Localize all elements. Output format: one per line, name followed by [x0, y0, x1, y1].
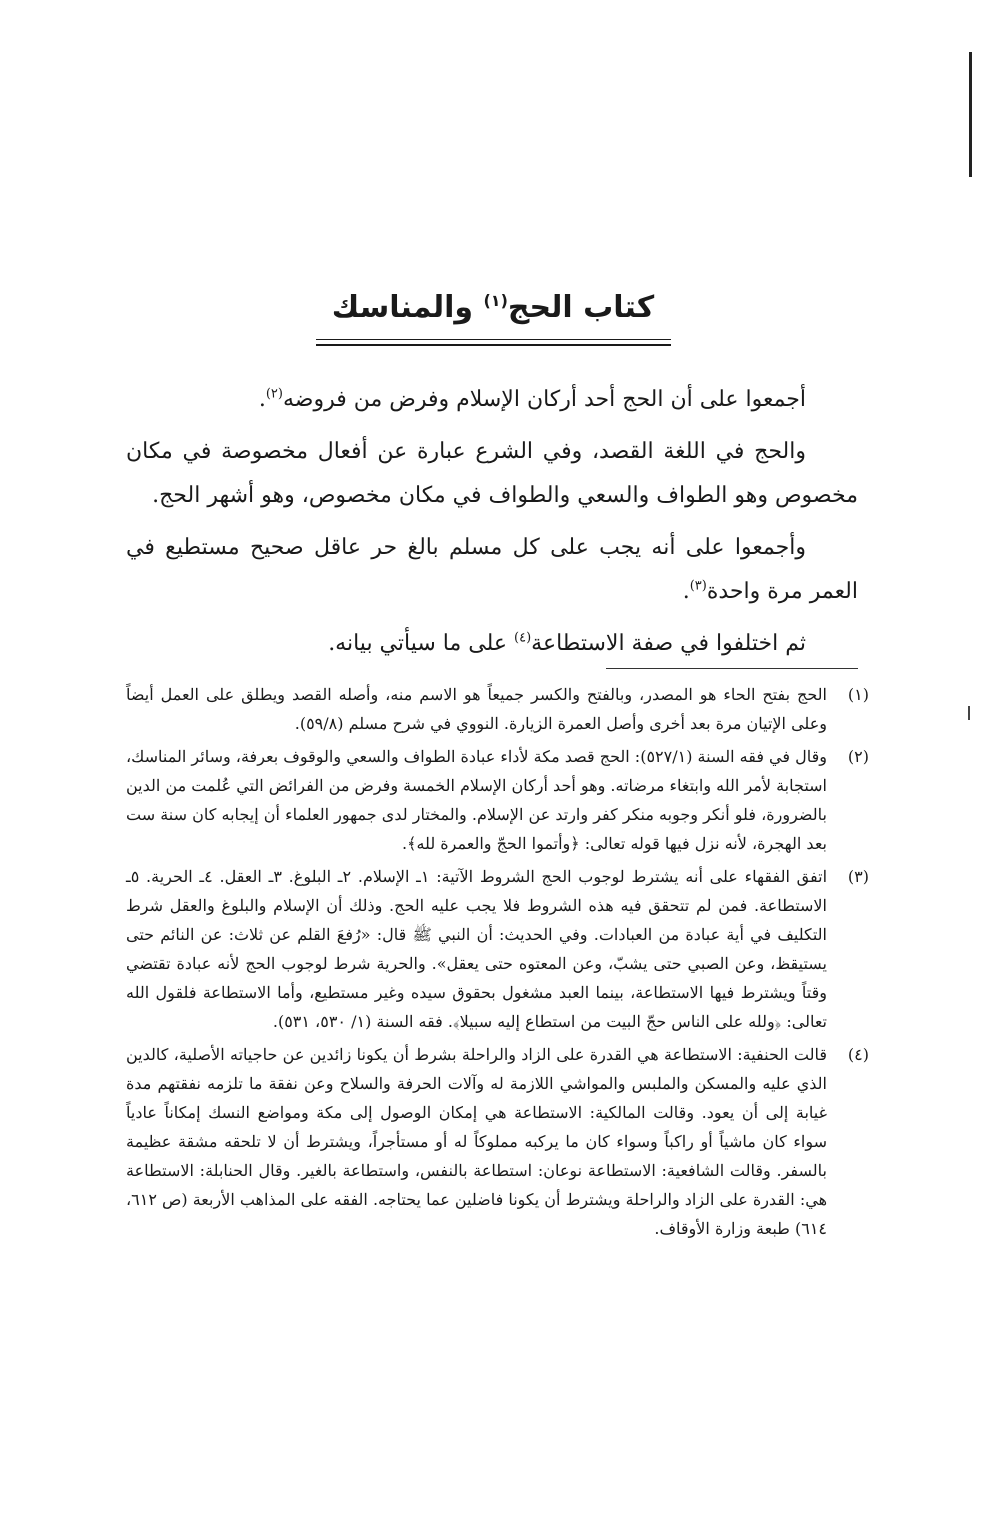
footnote-number: (١)	[847, 685, 869, 704]
footnote-text: الحج بفتح الحاء هو المصدر، وبالفتح والكسر جميعاً هو الاسم منه، وأصله القصد ويطلق على العمل أيضاً وعلى الإتيان مرة بعد أخرى وأصل العمرة الزيارة. النووي في شرح مسلم (٥٩/٨).	[126, 685, 827, 733]
title-rule-lower	[316, 345, 671, 346]
footnote-2	[126, 742, 869, 858]
body-paragraph-1: أجمعوا على أن الحج أحد أركان الإسلام وفرض من فروضه$^{(٢)}$.	[258, 386, 806, 412]
body-paragraph-4: ثم اختلفوا في صفة الاستطاعة$^{(٤)}$ على ما سيأتي بيانه.	[328, 630, 806, 656]
footnote-4	[126, 1040, 869, 1243]
footnote-text: وقال في فقه السنة (٥٢٧/١): الحج قصد مكة لأداء عبادة الطواف والسعي والوقوف بعرفة، وسائر المناسك، استجابة لأمر الله وابتغاء مرضاته. وهو أحد أركان الإسلام الخمسة وفرض من الفرائض التي عُلمت من الدين بالضرورة، فلو أنكر وجوبه منكر كفر وارتد عن الإسلام. والمختار لدى جمهور العلماء أن إيجابه كان سنة ست بعد الهجرة، لأنه نزل فيها قوله تعالى: ﴿وأتموا الحجّ والعمرة لله﴾.	[126, 747, 828, 853]
main-text	[126, 378, 858, 674]
footnote-text: اتفق الفقهاء على أنه يشترط لوجوب الحج الشروط الآتية: ١ـ الإسلام. ٢ـ البلوغ. ٣ـ العقل. ٤ـ الحرية. ٥ـ الاستطاعة. فمن لم تتحقق فيه هذه الشروط فلا يجب عليه الحج. وذلك أن الإسلام والبلوغ والعقل شرط التكليف في أية عبادة من العبادات. وفي الحديث: أن النبي ﷺ قال: «رُفعَ القلم عن ثلاث: عن النائم حتى يستيقظ، وعن الصبي حتى يشبّ، وعن المعتوه حتى يعقل». والحرية شرط لوجوب الحج لأنه عبادة تقتضي وقتاً ويشترط فيها الاستطاعة، بينما العبد مشغول بحقوق سيده وغير مستطيع، وأما الاستطاعة فلقول الله تعالى: ﴿ولله على الناس حجّ البيت من استطاع إليه سبيلا﴾. فقه السنة (١/ ٥٣٠، ٥٣١).	[126, 867, 828, 1031]
footnote-number: (٢)	[847, 747, 869, 766]
footnote-number: (٤)	[847, 1045, 869, 1064]
footnote-text: قالت الحنفية: الاستطاعة هي القدرة على الزاد والراحلة بشرط أن يكونا زائدين عن حاجياته الأصلية، كالدين الذي عليه والمسكن والملبس والمواشي اللازمة له وآلات الحرفة والسلاح وعن نفقة ما تلزمه نفقتهم مدة غيابة إلى أن يعود. وقالت المالكية: الاستطاعة هي إمكان الوصول إلى مكة ومواضع النسك إمكاناً عادياً سواء كان ماشياً أو راكباً وسواء كان ما يركبه مملوكاً له أو مستأجراً، ويشترط أن لا تلحقه مشقة عظيمة بالسفر. وقالت الشافعية: الاستطاعة نوعان: استطاعة بالنفس، واستطاعة بالغير. وقال الحنابلة: الاستطاعة هي: القدرة على الزاد والراحلة ويشترط أن يكونا فاضلين عما يحتاجه. الفقه على المذاهب الأربعة (ص ٦١٢، ٦١٤) طبعة وزارة الأوقاف.	[126, 1045, 828, 1238]
chapter-title-rest: والمناسك	[331, 290, 484, 325]
footnote-3	[126, 862, 869, 1036]
footnote-1	[126, 680, 869, 738]
footnote-marker-3[interactable]: (٣)	[689, 578, 707, 594]
page-edge-tick	[968, 706, 970, 720]
body-paragraph-3: وأجمعوا على أنه يجب على كل مسلم بالغ حر عاقل صحيح مستطيع في العمر مرة واحدة$^{(٣)}$.	[126, 535, 858, 604]
footnotes	[126, 680, 869, 1247]
chapter-title	[200, 278, 786, 338]
footnote-number: (٣)	[847, 867, 869, 886]
chapter-title-footnote-marker[interactable]: (١)	[483, 291, 508, 310]
page-edge-line	[969, 52, 972, 177]
footnote-marker-2[interactable]: (٢)	[265, 386, 283, 402]
footnote-marker-4[interactable]: (٤)	[514, 630, 532, 646]
body-paragraph-2: والحج في اللغة القصد، وفي الشرع عبارة عن أفعال مخصوصة في مكان مخصوص وهو الطواف والسعي والطواف في مكان مخصوص، وهو أشهر الحج.	[126, 439, 858, 508]
chapter-title-main: كتاب الحج	[507, 290, 655, 325]
footnote-separator	[606, 668, 858, 669]
